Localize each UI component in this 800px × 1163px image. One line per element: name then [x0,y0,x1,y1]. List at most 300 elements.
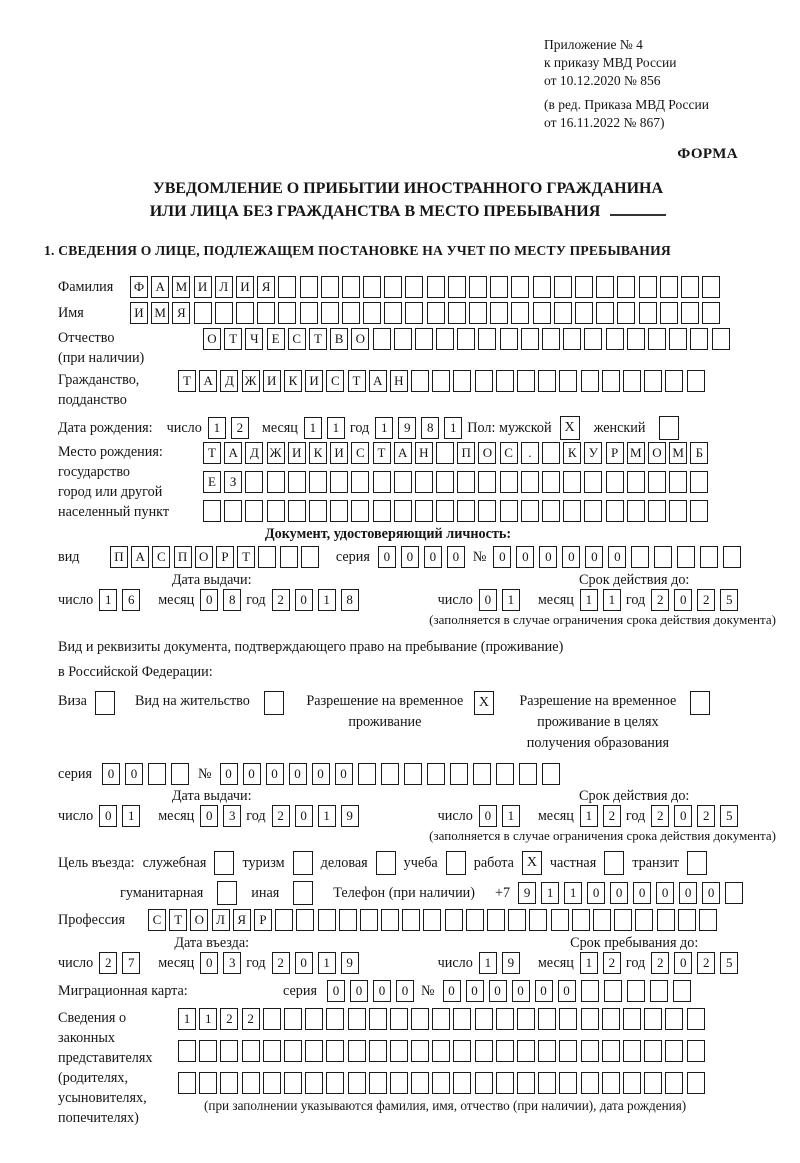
char-box[interactable] [394,500,412,522]
char-box[interactable] [436,442,454,464]
char-box[interactable]: 0 [489,980,507,1002]
char-box[interactable] [490,302,508,324]
char-box[interactable] [318,909,336,931]
char-box[interactable] [453,1008,471,1030]
char-box[interactable]: 0 [447,546,465,568]
char-box[interactable] [529,909,547,931]
char-box[interactable]: Р [606,442,624,464]
char-box[interactable] [669,471,687,493]
char-box[interactable]: А [224,442,242,464]
char-box[interactable] [220,1040,238,1062]
char-box[interactable] [242,1072,260,1094]
char-box[interactable] [309,471,327,493]
char-box[interactable] [604,980,622,1002]
char-box[interactable] [639,276,657,298]
char-box[interactable]: С [152,546,170,568]
char-box[interactable] [381,909,399,931]
char-box[interactable]: Т [309,328,327,350]
char-box[interactable] [538,1072,556,1094]
char-box[interactable]: 1 [603,589,621,611]
char-box[interactable]: 2 [272,952,290,974]
char-box[interactable]: 1 [375,417,393,439]
char-box[interactable] [301,546,319,568]
char-box[interactable] [432,1072,450,1094]
char-box[interactable]: 0 [243,763,261,785]
char-box[interactable] [496,1040,514,1062]
char-box[interactable] [563,500,581,522]
char-box[interactable] [300,276,318,298]
char-box[interactable] [627,980,645,1002]
char-box[interactable]: С [351,442,369,464]
char-box[interactable] [644,1008,662,1030]
char-box[interactable] [369,1072,387,1094]
char-box[interactable] [348,1072,366,1094]
char-box[interactable] [178,1040,196,1062]
char-box[interactable] [533,276,551,298]
char-box[interactable] [436,328,454,350]
char-box[interactable] [631,546,649,568]
char-box[interactable] [245,471,263,493]
char-box[interactable]: 0 [401,546,419,568]
char-box[interactable] [267,500,285,522]
char-box[interactable] [475,1072,493,1094]
char-box[interactable] [263,1040,281,1062]
char-box[interactable] [687,1040,705,1062]
char-box[interactable]: З [224,471,242,493]
char-box[interactable]: 0 [373,980,391,1002]
char-box[interactable] [687,1008,705,1030]
char-box[interactable] [542,763,560,785]
char-box[interactable] [257,302,275,324]
char-box[interactable]: 2 [697,952,715,974]
char-box[interactable] [572,909,590,931]
char-box[interactable] [263,1008,281,1030]
char-box[interactable] [284,1040,302,1062]
char-box[interactable] [554,302,572,324]
char-box[interactable] [453,370,471,392]
char-box[interactable] [623,370,641,392]
char-box[interactable] [681,302,699,324]
char-box[interactable]: 2 [272,805,290,827]
char-box[interactable]: 8 [421,417,439,439]
char-box[interactable]: 9 [398,417,416,439]
char-box[interactable]: 0 [674,805,692,827]
char-box[interactable] [405,276,423,298]
purpose-tourism-checkbox[interactable] [293,851,313,875]
char-box[interactable]: П [110,546,128,568]
char-box[interactable]: 1 [502,805,520,827]
char-box[interactable] [542,328,560,350]
char-box[interactable]: 1 [580,589,598,611]
char-box[interactable]: 0 [295,589,313,611]
char-box[interactable]: 9 [341,805,359,827]
char-box[interactable]: 0 [466,980,484,1002]
char-box[interactable] [617,302,635,324]
char-box[interactable]: 1 [199,1008,217,1030]
char-box[interactable] [500,500,518,522]
char-box[interactable] [639,302,657,324]
char-box[interactable] [390,1072,408,1094]
char-box[interactable] [305,1008,323,1030]
char-box[interactable] [702,276,720,298]
char-box[interactable] [500,328,518,350]
char-box[interactable] [623,1040,641,1062]
char-box[interactable] [427,763,445,785]
char-box[interactable]: 0 [558,980,576,1002]
char-box[interactable] [373,471,391,493]
char-box[interactable] [533,302,551,324]
char-box[interactable]: К [284,370,302,392]
char-box[interactable]: О [190,909,208,931]
char-box[interactable] [351,500,369,522]
char-box[interactable]: 2 [651,805,669,827]
char-box[interactable] [448,276,466,298]
char-box[interactable] [436,471,454,493]
char-box[interactable] [648,471,666,493]
char-box[interactable] [511,276,529,298]
char-box[interactable] [330,471,348,493]
char-box[interactable]: 0 [539,546,557,568]
char-box[interactable] [517,1072,535,1094]
char-box[interactable] [309,500,327,522]
char-box[interactable] [411,1008,429,1030]
char-box[interactable] [665,1008,683,1030]
char-box[interactable] [648,500,666,522]
char-box[interactable]: 0 [295,805,313,827]
char-box[interactable]: 0 [200,952,218,974]
char-box[interactable]: 5 [720,805,738,827]
char-box[interactable] [390,1040,408,1062]
char-box[interactable]: 5 [720,952,738,974]
char-box[interactable]: 0 [295,952,313,974]
char-box[interactable] [411,1040,429,1062]
char-box[interactable] [700,546,718,568]
char-box[interactable]: Е [267,328,285,350]
char-box[interactable]: 0 [327,980,345,1002]
char-box[interactable] [500,471,518,493]
residence-permit-checkbox[interactable] [264,691,284,715]
char-box[interactable] [644,1072,662,1094]
char-box[interactable] [690,500,708,522]
char-box[interactable]: И [130,302,148,324]
char-box[interactable] [194,302,212,324]
char-box[interactable] [390,1008,408,1030]
char-box[interactable]: М [151,302,169,324]
char-box[interactable] [360,909,378,931]
char-box[interactable]: 0 [493,546,511,568]
purpose-humanitarian-checkbox[interactable] [217,881,237,905]
char-box[interactable]: Е [203,471,221,493]
char-box[interactable]: 2 [651,589,669,611]
char-box[interactable]: Д [220,370,238,392]
char-box[interactable] [148,763,166,785]
char-box[interactable]: 2 [697,805,715,827]
char-box[interactable] [450,763,468,785]
char-box[interactable] [606,328,624,350]
char-box[interactable]: 1 [541,882,559,904]
char-box[interactable] [538,370,556,392]
char-box[interactable]: Д [245,442,263,464]
char-box[interactable]: И [236,276,254,298]
char-box[interactable]: 0 [396,980,414,1002]
char-box[interactable]: 2 [99,952,117,974]
char-box[interactable] [623,1008,641,1030]
char-box[interactable]: Ф [130,276,148,298]
char-box[interactable]: Я [172,302,190,324]
char-box[interactable] [263,1072,281,1094]
char-box[interactable] [623,1072,641,1094]
char-box[interactable] [559,370,577,392]
char-box[interactable] [267,471,285,493]
char-box[interactable]: А [151,276,169,298]
char-box[interactable]: 2 [697,589,715,611]
char-box[interactable] [496,370,514,392]
char-box[interactable] [538,1040,556,1062]
char-box[interactable]: О [195,546,213,568]
char-box[interactable] [702,302,720,324]
char-box[interactable] [660,276,678,298]
char-box[interactable]: М [669,442,687,464]
purpose-private-checkbox[interactable] [604,851,624,875]
char-box[interactable] [563,471,581,493]
char-box[interactable] [288,471,306,493]
char-box[interactable]: С [148,909,166,931]
char-box[interactable] [538,1008,556,1030]
char-box[interactable]: О [203,328,221,350]
char-box[interactable]: Ж [267,442,285,464]
char-box[interactable] [644,1040,662,1062]
char-box[interactable] [475,1008,493,1030]
char-box[interactable] [606,500,624,522]
char-box[interactable] [321,302,339,324]
purpose-official-checkbox[interactable] [214,851,234,875]
char-box[interactable]: Л [212,909,230,931]
char-box[interactable] [596,302,614,324]
char-box[interactable] [596,276,614,298]
char-box[interactable] [496,763,514,785]
char-box[interactable]: А [369,370,387,392]
char-box[interactable] [602,1008,620,1030]
char-box[interactable]: 2 [272,589,290,611]
char-box[interactable] [369,1008,387,1030]
char-box[interactable]: 0 [312,763,330,785]
char-box[interactable] [559,1040,577,1062]
char-box[interactable] [199,1040,217,1062]
char-box[interactable]: 0 [102,763,120,785]
char-box[interactable] [342,276,360,298]
char-box[interactable] [712,328,730,350]
char-box[interactable]: 1 [564,882,582,904]
temp-residence-checkbox[interactable]: X [474,691,494,715]
char-box[interactable]: 0 [656,882,674,904]
char-box[interactable] [445,909,463,931]
char-box[interactable] [278,302,296,324]
char-box[interactable] [511,302,529,324]
char-box[interactable]: 0 [125,763,143,785]
visa-checkbox[interactable] [95,691,115,715]
char-box[interactable] [321,276,339,298]
char-box[interactable] [584,500,602,522]
char-box[interactable]: 0 [702,882,720,904]
char-box[interactable]: 1 [479,952,497,974]
char-box[interactable] [448,302,466,324]
char-box[interactable] [517,1040,535,1062]
char-box[interactable]: 2 [603,952,621,974]
char-box[interactable]: 0 [512,980,530,1002]
char-box[interactable]: 0 [674,952,692,974]
char-box[interactable] [677,546,695,568]
temp-residence-education-checkbox[interactable] [690,691,710,715]
char-box[interactable]: 6 [122,589,140,611]
char-box[interactable] [348,1040,366,1062]
char-box[interactable]: К [309,442,327,464]
char-box[interactable]: А [131,546,149,568]
char-box[interactable]: Ж [242,370,260,392]
char-box[interactable] [242,1040,260,1062]
char-box[interactable] [660,302,678,324]
char-box[interactable] [394,471,412,493]
char-box[interactable] [475,370,493,392]
char-box[interactable] [542,500,560,522]
char-box[interactable]: В [330,328,348,350]
char-box[interactable] [521,471,539,493]
char-box[interactable] [681,276,699,298]
char-box[interactable] [411,370,429,392]
char-box[interactable]: С [500,442,518,464]
char-box[interactable] [669,500,687,522]
char-box[interactable] [673,980,691,1002]
char-box[interactable]: 1 [122,805,140,827]
char-box[interactable] [258,546,276,568]
char-box[interactable] [339,909,357,931]
char-box[interactable]: 8 [341,589,359,611]
char-box[interactable] [363,302,381,324]
char-box[interactable] [469,276,487,298]
char-box[interactable]: Ч [245,328,263,350]
char-box[interactable]: 1 [580,805,598,827]
char-box[interactable] [278,276,296,298]
char-box[interactable] [326,1072,344,1094]
char-box[interactable] [559,1008,577,1030]
char-box[interactable]: 0 [200,805,218,827]
char-box[interactable] [432,1008,450,1030]
char-box[interactable]: Т [224,328,242,350]
char-box[interactable] [351,471,369,493]
char-box[interactable]: П [174,546,192,568]
char-box[interactable]: Т [178,370,196,392]
char-box[interactable] [457,328,475,350]
char-box[interactable] [602,1072,620,1094]
char-box[interactable]: Т [237,546,255,568]
char-box[interactable] [644,370,662,392]
char-box[interactable] [300,302,318,324]
char-box[interactable]: . [521,442,539,464]
char-box[interactable]: И [330,442,348,464]
char-box[interactable] [284,1072,302,1094]
char-box[interactable] [330,500,348,522]
char-box[interactable] [363,276,381,298]
char-box[interactable] [423,909,441,931]
char-box[interactable]: О [648,442,666,464]
char-box[interactable] [342,302,360,324]
char-box[interactable] [381,763,399,785]
char-box[interactable] [432,370,450,392]
char-box[interactable]: К [563,442,581,464]
char-box[interactable]: 1 [178,1008,196,1030]
char-box[interactable] [665,1040,683,1062]
char-box[interactable]: С [288,328,306,350]
char-box[interactable]: 1 [444,417,462,439]
char-box[interactable] [687,370,705,392]
char-box[interactable] [215,302,233,324]
char-box[interactable]: 0 [535,980,553,1002]
char-box[interactable]: 1 [318,952,336,974]
char-box[interactable]: О [478,442,496,464]
char-box[interactable]: И [263,370,281,392]
char-box[interactable] [690,471,708,493]
char-box[interactable]: И [194,276,212,298]
char-box[interactable] [469,302,487,324]
char-box[interactable] [453,1040,471,1062]
char-box[interactable] [478,500,496,522]
char-box[interactable] [602,370,620,392]
char-box[interactable] [725,882,743,904]
char-box[interactable]: 7 [122,952,140,974]
char-box[interactable]: 1 [318,589,336,611]
char-box[interactable]: Т [169,909,187,931]
char-box[interactable]: С [326,370,344,392]
char-box[interactable] [723,546,741,568]
char-box[interactable]: Р [216,546,234,568]
char-box[interactable] [402,909,420,931]
char-box[interactable] [521,500,539,522]
char-box[interactable]: 8 [223,589,241,611]
char-box[interactable]: 1 [580,952,598,974]
char-box[interactable]: Я [233,909,251,931]
char-box[interactable] [436,500,454,522]
char-box[interactable] [521,328,539,350]
char-box[interactable]: Н [390,370,408,392]
char-box[interactable] [487,909,505,931]
char-box[interactable] [678,909,696,931]
char-box[interactable] [614,909,632,931]
char-box[interactable] [411,1072,429,1094]
char-box[interactable] [687,1072,705,1094]
char-box[interactable] [575,276,593,298]
char-box[interactable] [415,500,433,522]
char-box[interactable] [427,276,445,298]
char-box[interactable] [478,471,496,493]
char-box[interactable] [280,546,298,568]
char-box[interactable] [466,909,484,931]
char-box[interactable] [508,909,526,931]
char-box[interactable]: 1 [327,417,345,439]
char-box[interactable]: У [584,442,602,464]
char-box[interactable]: 1 [502,589,520,611]
char-box[interactable] [665,1072,683,1094]
char-box[interactable] [617,276,635,298]
char-box[interactable]: 0 [99,805,117,827]
purpose-work-checkbox[interactable]: X [522,851,542,875]
char-box[interactable]: М [172,276,190,298]
char-box[interactable] [457,471,475,493]
char-box[interactable] [405,302,423,324]
char-box[interactable] [236,302,254,324]
char-box[interactable] [563,328,581,350]
char-box[interactable] [384,276,402,298]
char-box[interactable]: 0 [610,882,628,904]
char-box[interactable]: 0 [679,882,697,904]
